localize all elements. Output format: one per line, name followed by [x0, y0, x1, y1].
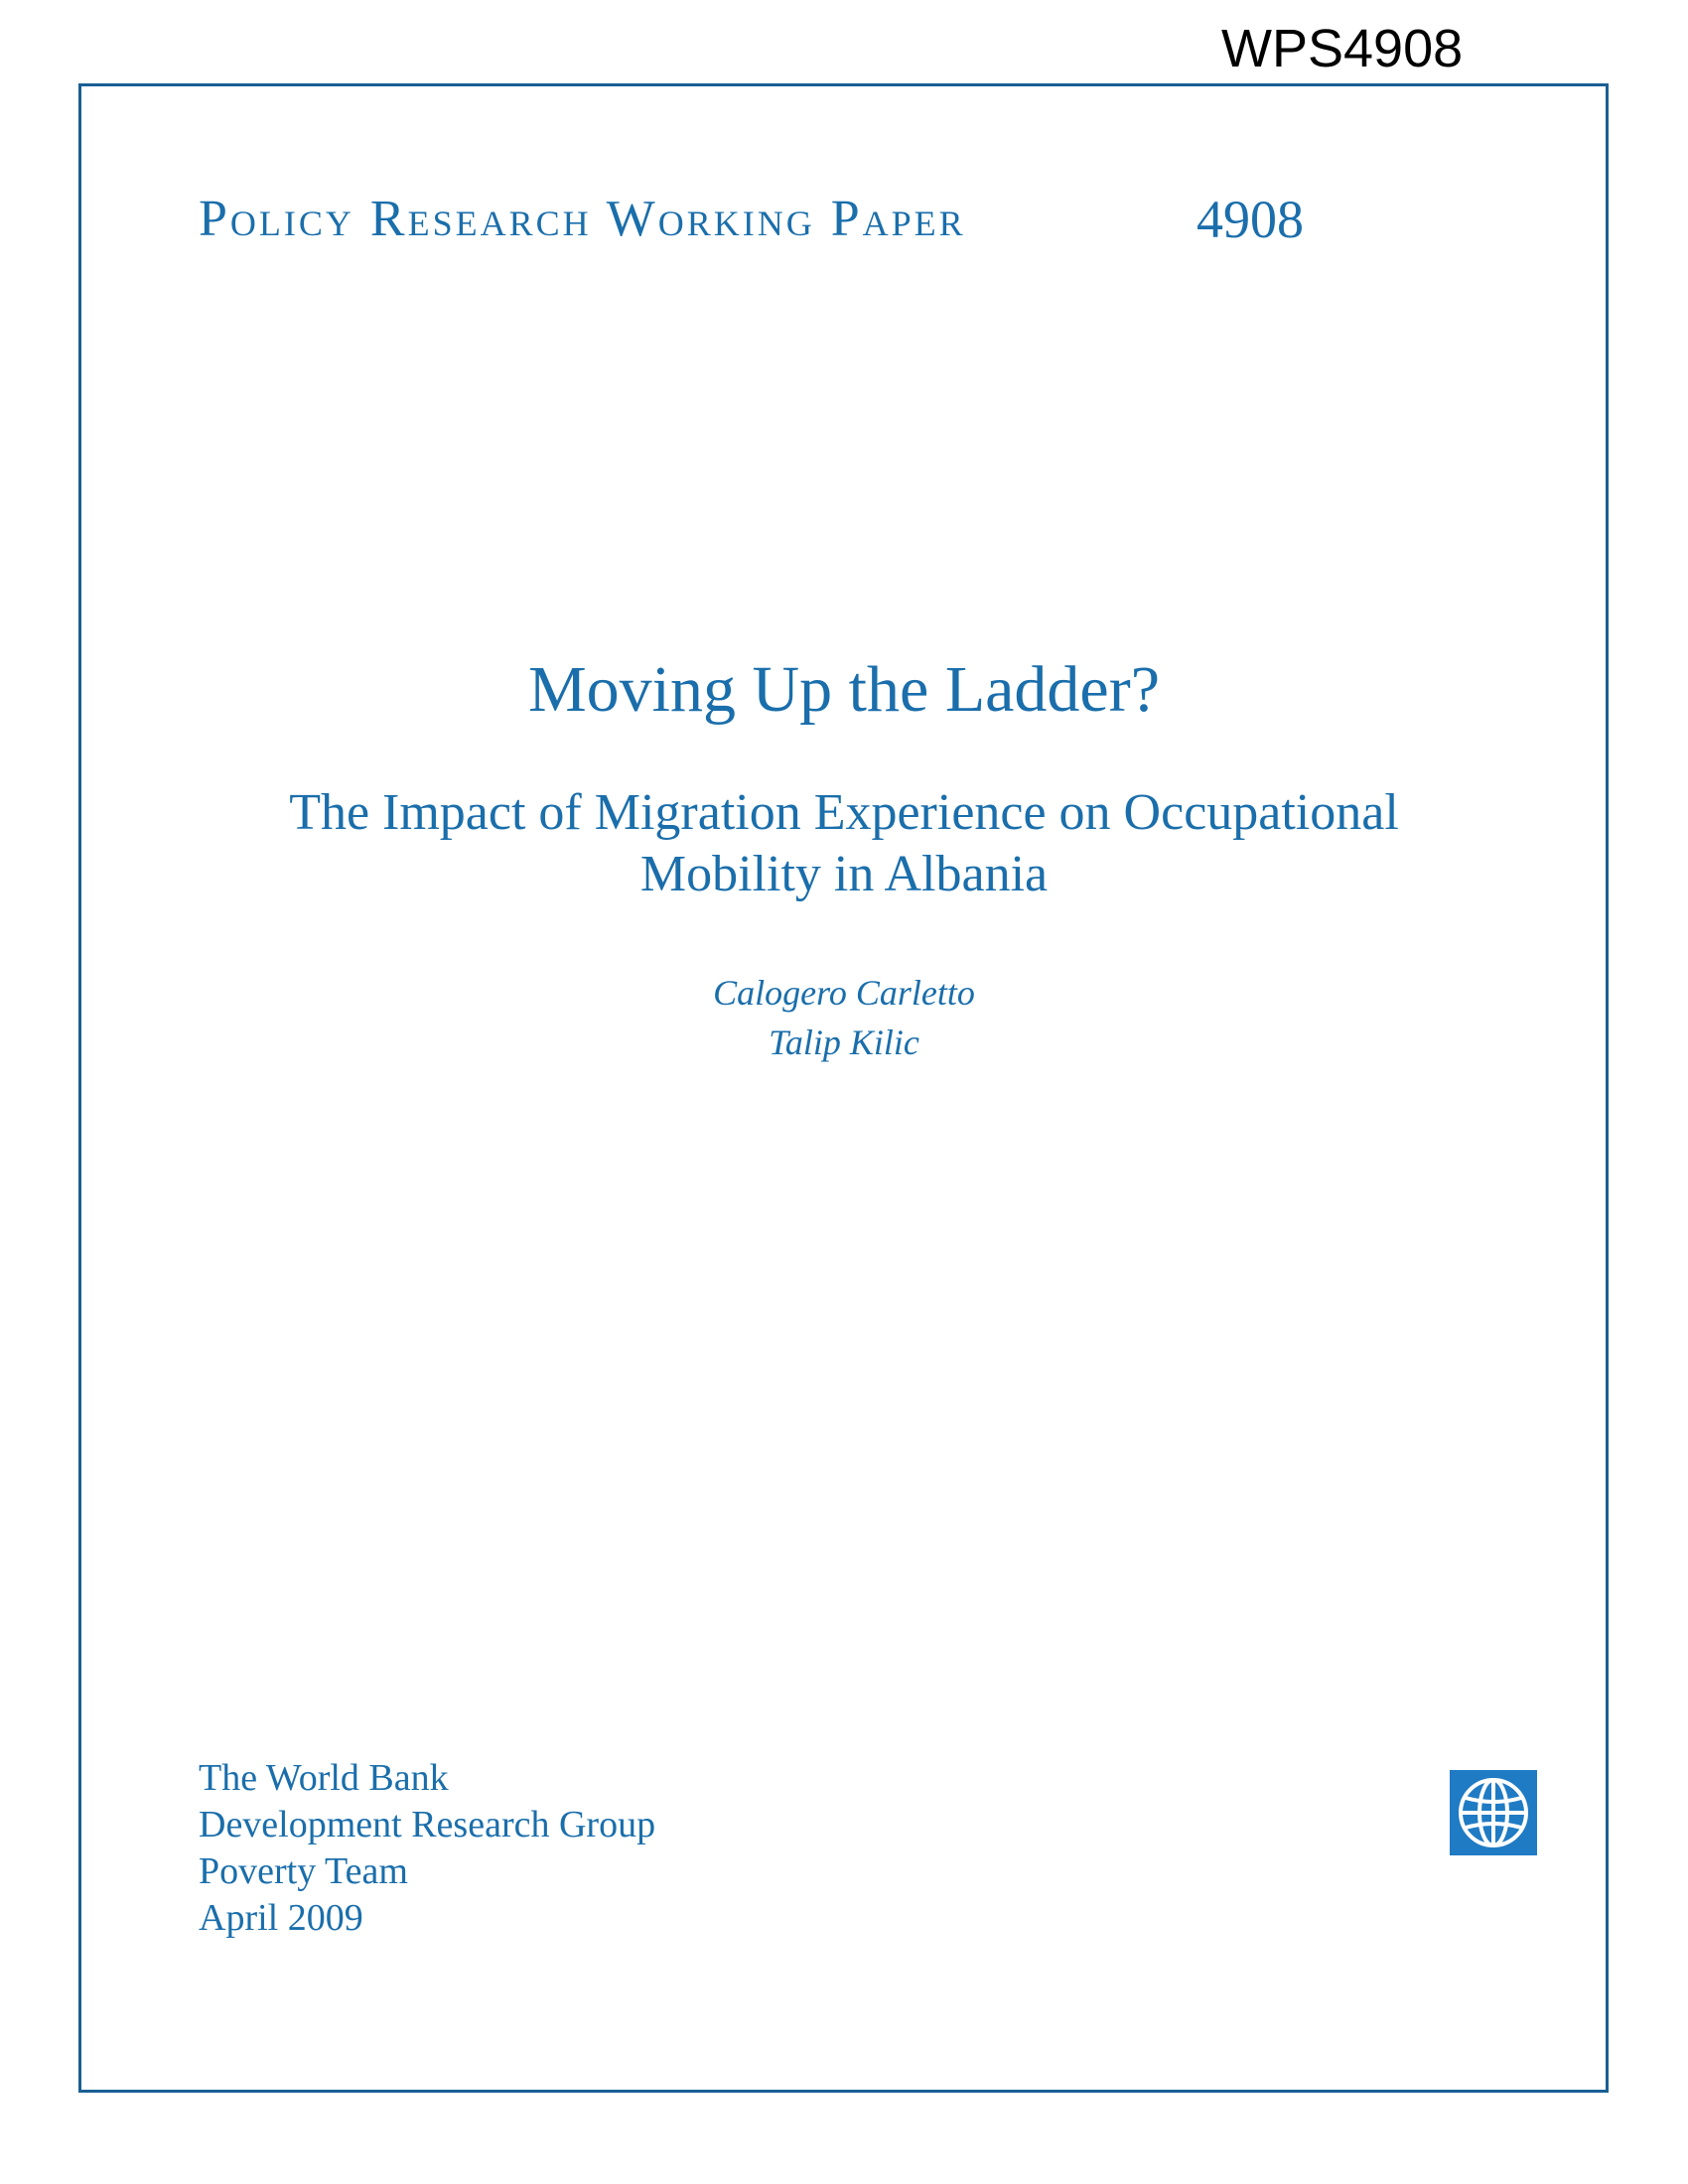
publisher-group: Development Research Group	[199, 1804, 656, 1845]
publisher-team: Poverty Team	[199, 1850, 408, 1892]
author-list	[0, 968, 1688, 1067]
author-name: Talip Kilic	[769, 1023, 919, 1062]
subtitle-line: Mobility in Albania	[639, 846, 1049, 902]
world-bank-globe-icon	[1450, 1770, 1537, 1855]
paper-title: Moving Up the Ladder?	[528, 653, 1160, 726]
subtitle-line: The Impact of Migration Experience on Occupational	[289, 784, 1399, 841]
paper-number: 4908	[1196, 190, 1304, 249]
document-id: WPS4908	[1221, 19, 1464, 78]
publisher-block	[199, 1755, 655, 1942]
paper-subtitle	[0, 782, 1688, 905]
publisher-organization: The World Bank	[199, 1757, 449, 1799]
publication-date: April 2009	[199, 1897, 363, 1939]
author-name: Calogero Carletto	[713, 973, 975, 1013]
series-title: Policy Research Working Paper	[199, 191, 966, 247]
